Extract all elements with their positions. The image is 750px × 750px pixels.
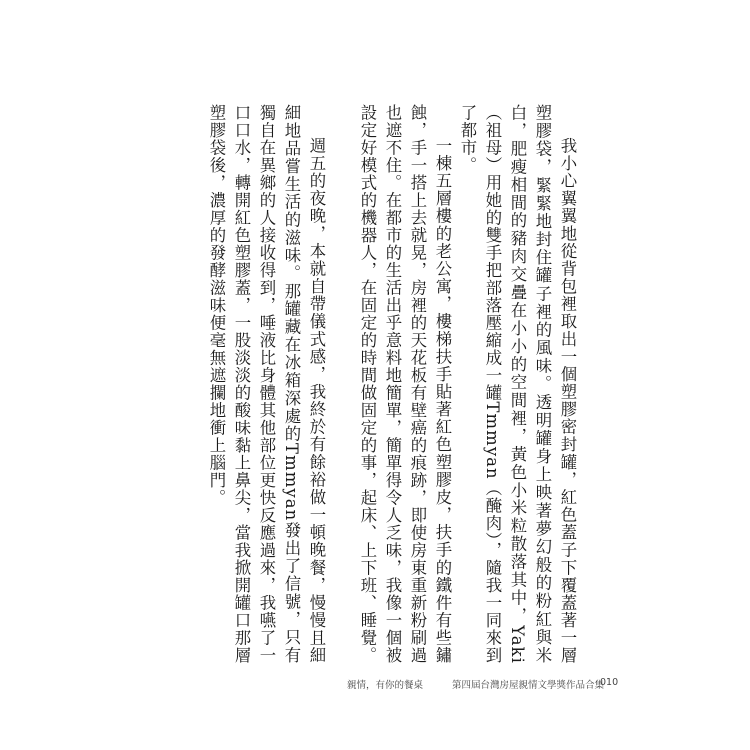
paragraph-3: 週五的夜晚，本就自帶儀式感，我終於有餘裕做一頓晚餐，慢慢且細細地品嘗生活的滋味。那罐藏在冰箱深處的Tmmyan發出了信號，只有獨自在異鄉的人接收得到，唾液比身體其他部位更快反應過來，我嚥了一口口水，轉開紅色塑膠蓋，一股淡淡的酸味黏上鼻尖，當我掀開罐口那層塑膠袋後，濃厚的發酵滋味便毫無遮攔地衝上腦門。 [207, 104, 326, 664]
page-number: 010 [600, 677, 619, 688]
body-text [178, 104, 580, 664]
paragraph-1: 我小心翼翼地從背包裡取出一個塑膠密封罐，紅色蓋子下覆蓋著一層塑膠袋，緊緊地封住罐子裡的風味。透明罐身上映著夢幻般的粉紅與米白，肥瘦相間的豬肉交疊在小小的空間裡，黃色小米粒散落其中，Yaki（祖母）用她的雙手把部落壓縮成一罐Tmmyan（醃肉），隨我一同來到了都市。 [458, 104, 577, 665]
footer-series-title: 親情，有你的餐桌 [347, 680, 424, 691]
footer-collection-title: 第四屆台灣房屋親情文學獎作品合集 [452, 680, 605, 691]
paragraph-2: 一棟五層樓的老公寓，樓梯扶手貼著紅色塑膠皮，扶手的鐵件有些鏽蝕，手一搭上去就晃，房裡的天花板有壁癌的痕跡，即使房東重新粉刷過也遮不住。在都市的生活出乎意料地簡單，簡單得令人乏味，我像一個被設定好模式的機器人，在固定的時間做固定的事，起床、上下班、睡覺。 [358, 104, 452, 664]
page-footer [0, 677, 750, 691]
